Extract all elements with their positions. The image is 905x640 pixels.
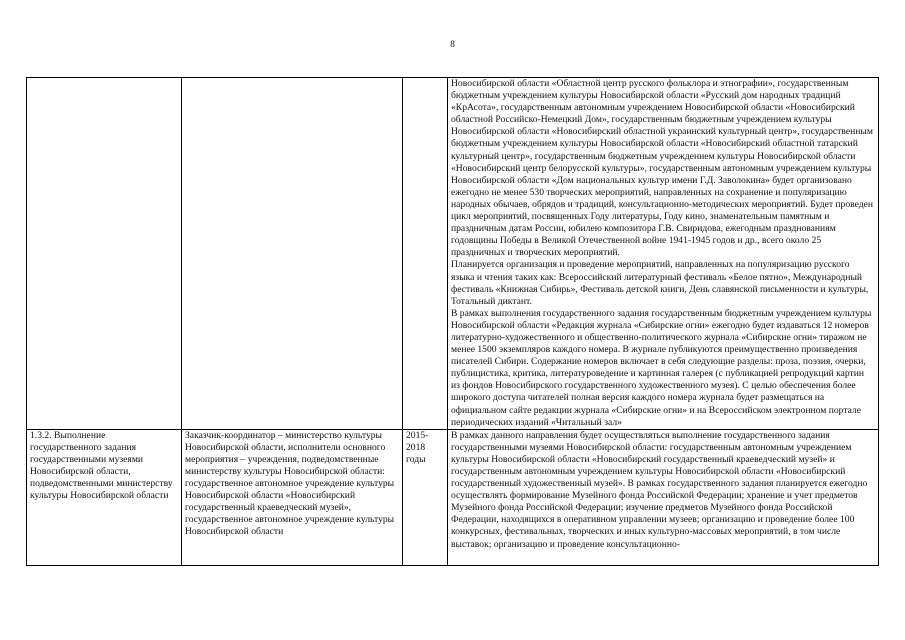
paragraph-russian-language: Планируется организация и проведение мероприятий, направленных на популяризацию русского языка и чтения таких как: Всероссийский литературный фестиваль «Белое пятно», Международный фестиваль «Книжная Сибирь», Фестиваль детской книги, День славянской письменности и культуры, Тотальный диктант.: [451, 259, 869, 307]
page-number: 8: [450, 40, 455, 50]
cell-executors-empty: [182, 78, 403, 430]
cell-description: В рамках данного направления будет осуществляться выполнение государственного задания государственными музеями Новосибирской области: государственным автономным учреждением культуры Новосибирской области «Новосибирский государственный краеведческий музей» и государственным автономным учреждением культуры Новосибирской области «Новосибирский государственный художественный музей». В рамках государственного задания планируется ежегодно осуществлять формирование Музейного фонда Российской Федерации; хранение и учет предметов Музейного фонда Российской Федерации; изучение предметов Музейного фонда Российской Федерации, находящихся в оперативном управлении музеев; организацию и проведение более 100 конкурсных, фестивальных, творческих и иных культурно-массовых мероприятий, в том числе выставок; организацию и проведение консультационно-: [448, 429, 879, 565]
paragraph-folk-culture: Новосибирской области «Областной центр русского фольклора и этнографии», государственным бюджетным учреждением культуры Новосибирской области «Русский дом народных традиций «КрАсота», государственным автономным учреждением Новосибирской области «Новосибирский областной Российско-Немецкий Дом», государственным бюджетным учреждением культуры Новосибирской области «Новосибирский областной украинский культурный центр», государственным бюджетным учреждением культуры Новосибирской области «Новосибирский областной татарский культурный центр», государственным бюджетным учреждением культуры Новосибирской области «Новосибирский центр белорусской культуры», государственным автономным учреждением культуры Новосибирской области «Дом национальных культур имени Г.Д. Заволокина» будет организовано ежегодно не менее 530 творческих мероприятий, направленных на сохранение и популяризацию народных обычаев, обрядов и традиций, консультационно-методических мероприятий. Будет проведен цикл мероприятий, посвященных Году литературы, Году кино, знаменательным памятным и праздничным датам России, юбилею композитора Г.В. Свиридова, ежегодным празднованиям годовщины Победы в Великой Отечественной войне 1941-1945 годов и др., всего около 25 праздничных и творческих мероприятий.: [451, 78, 874, 259]
cell-task-title: 1.3.2. Выполнение государственного задания государственными музеями Новосибирской области, подведомственными министерству культуры Новосибирской области: [27, 429, 182, 565]
cell-description-continued: [448, 78, 879, 430]
cell-executors: Заказчик-координатор – министерство культуры Новосибирской области, исполнители основного мероприятия – учреждения, подведомственные министерству культуры Новосибирской области: государственное автономное учреждение культуры Новосибирской области «Новосибирский государственный краеведческий музей», государственное автономное учреждение культуры Новосибирской области: [182, 429, 403, 565]
table-row-continued: [27, 78, 879, 430]
paragraph-sibirskie-ogni: В рамках выполнения государственного задания государственным бюджетным учреждением культуры Новосибирской области «Редакция журнала «Сибирские огни» ежегодно будет издаваться 12 номеров литературно-художественного и общественно-политического журнала «Сибирские огни» тиражом не менее 1500 экземпляров каждого номера. В журнале публикуются преимущественно произведения писателей Сибири. Содержание номеров включает в себя следующие разделы: проза, поэзия, очерки, публицистика, критика, литературоведение и картинная галерея (с публикацией репродукций картин из фондов Новосибирского государственного художественного музея). С целью обеспечения более широкого доступа читателей полная версия каждого номера журнала будет размещаться на официальном сайте редакции журнала «Сибирские огни» и на Всероссийском электронном портале периодических изданий «Читальный зал»: [451, 307, 872, 428]
table-row-1-3-2: [27, 429, 879, 565]
program-table: [26, 77, 879, 566]
cell-period: 2015-2018 годы: [403, 429, 448, 565]
cell-task-empty: [27, 78, 182, 430]
cell-period-empty: [403, 78, 448, 430]
